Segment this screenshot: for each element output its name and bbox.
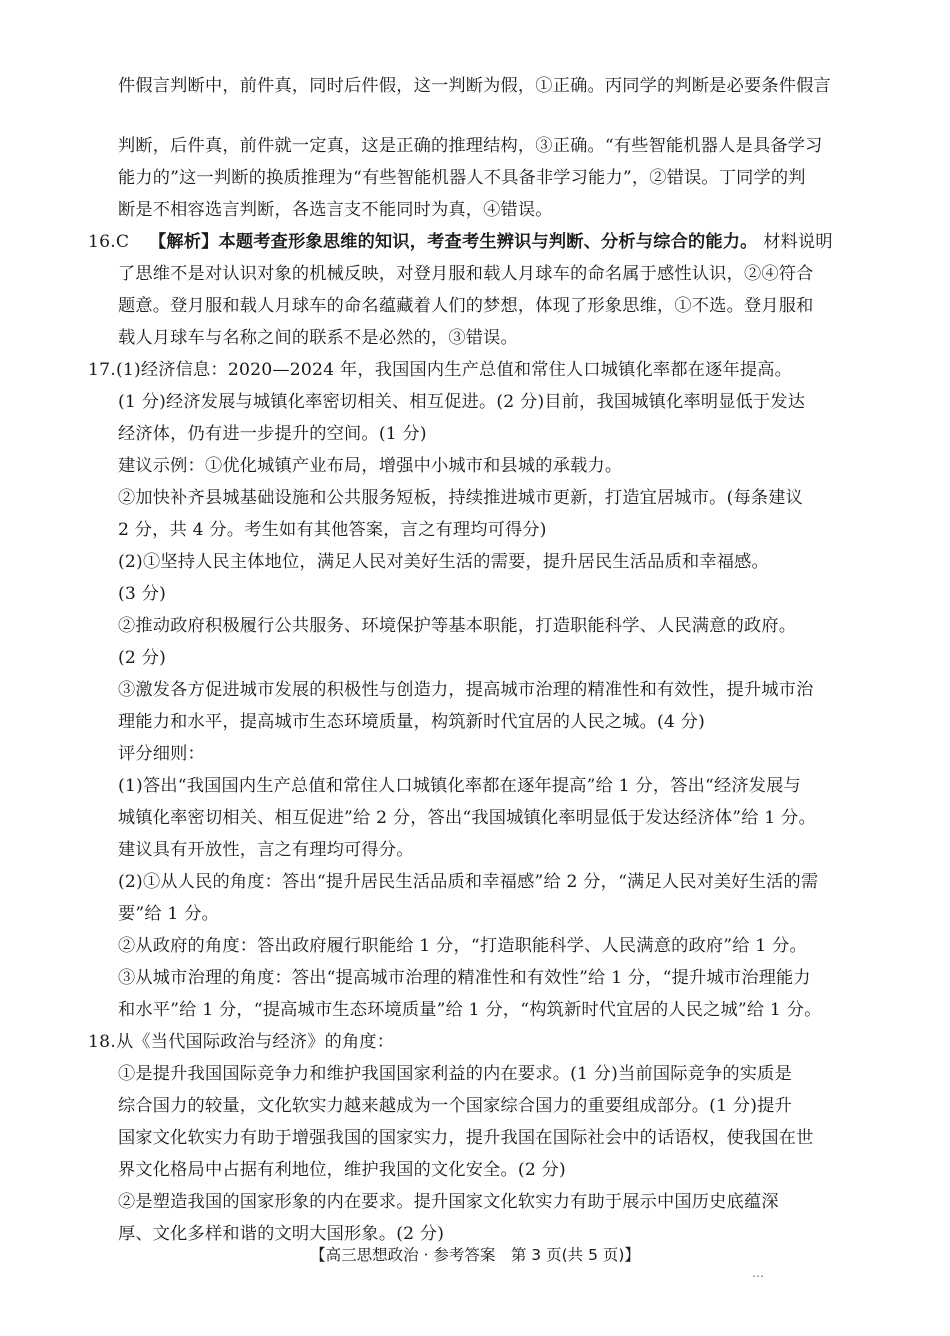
answer-16-line [88,227,870,257]
text-line: (3 分) [118,584,166,604]
text-line: 要”给 1 分。 [118,904,219,924]
text-line: 国家文化软实力有助于增强我国的国家实力，提升我国在国际社会中的话语权，使我国在世 [118,1128,814,1148]
text-line: 建议示例：①优化城镇产业布局，增强中小城市和县城的承载力。 [118,456,623,476]
text-line: 载人月球车与名称之间的联系不是必然的，③错误。 [118,328,518,348]
text-line: 城镇化率密切相关、相互促进”给 2 分，答出“我国城镇化率明显低于发达经济体”给 1 分。 [118,808,816,828]
text-fragment: 材料说明 [763,232,833,252]
text-line: ③从城市治理的角度：答出“提高城市治理的精准性和有效性”给 1 分，“提升城市治理能力 [118,968,811,988]
text-line: 评分细则： [118,744,205,764]
corner-mark: … [752,1266,764,1280]
text-line: (2)①从人民的角度：答出“提升居民生活品质和幸福感”给 2 分，“满足人民对美好生活的需 [118,872,819,892]
text-line: 和水平”给 1 分，“提高城市生态环境质量”给 1 分，“构筑新时代宜居的人民之城”给 1 分。 [118,1000,822,1020]
text-line: (2 分) [118,648,166,668]
answer-18-line [88,1027,870,1057]
text-fragment: (1)经济信息：2020—2024 年，我国国内生产总值和常住人口城镇化率都在逐年提高。 [115,360,793,380]
text-line: 断是不相容选言判断，各选言支不能同时为真，④错误。 [118,200,553,220]
answer-number: 17. [88,360,116,380]
text-line: 能力的”这一判断的换质推理为“有些智能机器人不具备非学习能力”，②错误。丁同学的判 [118,168,806,188]
text-line: 判断，后件真，前件就一定真，这是正确的推理结构，③正确。“有些智能机器人是具备学习 [118,136,823,156]
text-line: ②是塑造我国的国家形象的内在要求。提升国家文化软实力有助于展示中国历史底蕴深 [118,1192,779,1212]
text-line: ①是提升我国国际竞争力和维护我国国家利益的内在要求。(1 分)当前国际竞争的实质是 [118,1064,792,1084]
text-line: ②加快补齐县城基础设施和公共服务短板，持续推进城市更新，打造宜居城市。(每条建议 [118,488,804,508]
page-footer: 【高三思想政治 · 参考答案 第 3 页(共 5 页)】 [310,1246,640,1264]
text-line: 厚、文化多样和谐的文明大国形象。(2 分) [118,1224,445,1244]
text-line: 2 分，共 4 分。考生如有其他答案，言之有理均可得分) [118,520,547,540]
text-line: 理能力和水平，提高城市生态环境质量，构筑新时代宜居的人民之城。(4 分) [118,712,706,732]
text-line: 了思维不是对认识对象的机械反映，对登月服和载人月球车的命名属于感性认识，②④符合 [118,264,814,284]
text-line: 件假言判断中，前件真，同时后件假，这一判断为假，①正确。丙同学的判断是必要条件假言 [118,76,831,96]
analysis-heading: 【解析】本题考查形象思维的知识，考查考生辨识与判断、分析与综合的能力。 [148,232,758,252]
answer-number: 16.C [88,232,130,252]
text-line: 题意。登月服和载人月球车的命名蕴藏着人们的梦想，体现了形象思维，①不选。登月服和 [118,296,814,316]
text-line: 经济体，仍有进一步提升的空间。(1 分) [118,424,427,444]
text-line: 综合国力的较量，文化软实力越来越成为一个国家综合国力的重要组成部分。(1 分)提升 [118,1096,792,1116]
text-line: 界文化格局中占据有利地位，维护我国的文化安全。(2 分) [118,1160,566,1180]
text-line: ②从政府的角度：答出政府履行职能给 1 分，“打造职能科学、人民满意的政府”给 1 分。 [118,936,807,956]
answer-number: 18. [88,1032,116,1052]
text-line: ③激发各方促进城市发展的积极性与创造力，提高城市治理的精准性和有效性，提升城市治 [118,680,814,700]
text-line: ②推动政府积极履行公共服务、环境保护等基本职能，打造职能科学、人民满意的政府。 [118,616,797,636]
text-line: (1 分)经济发展与城镇化率密切相关、相互促进。(2 分)目前，我国城镇化率明显低于发达 [118,392,806,412]
text-fragment: 从《当代国际政治与经济》的角度： [115,1032,395,1052]
text-line: 建议具有开放性，言之有理均可得分。 [118,840,414,860]
text-line: (2)①坚持人民主体地位，满足人民对美好生活的需要，提升居民生活品质和幸福感。 [118,552,769,572]
answer-17-line [88,355,870,385]
text-line: (1)答出“我国国内生产总值和常住人口城镇化率都在逐年提高”给 1 分，答出“经济发展与 [118,776,801,796]
